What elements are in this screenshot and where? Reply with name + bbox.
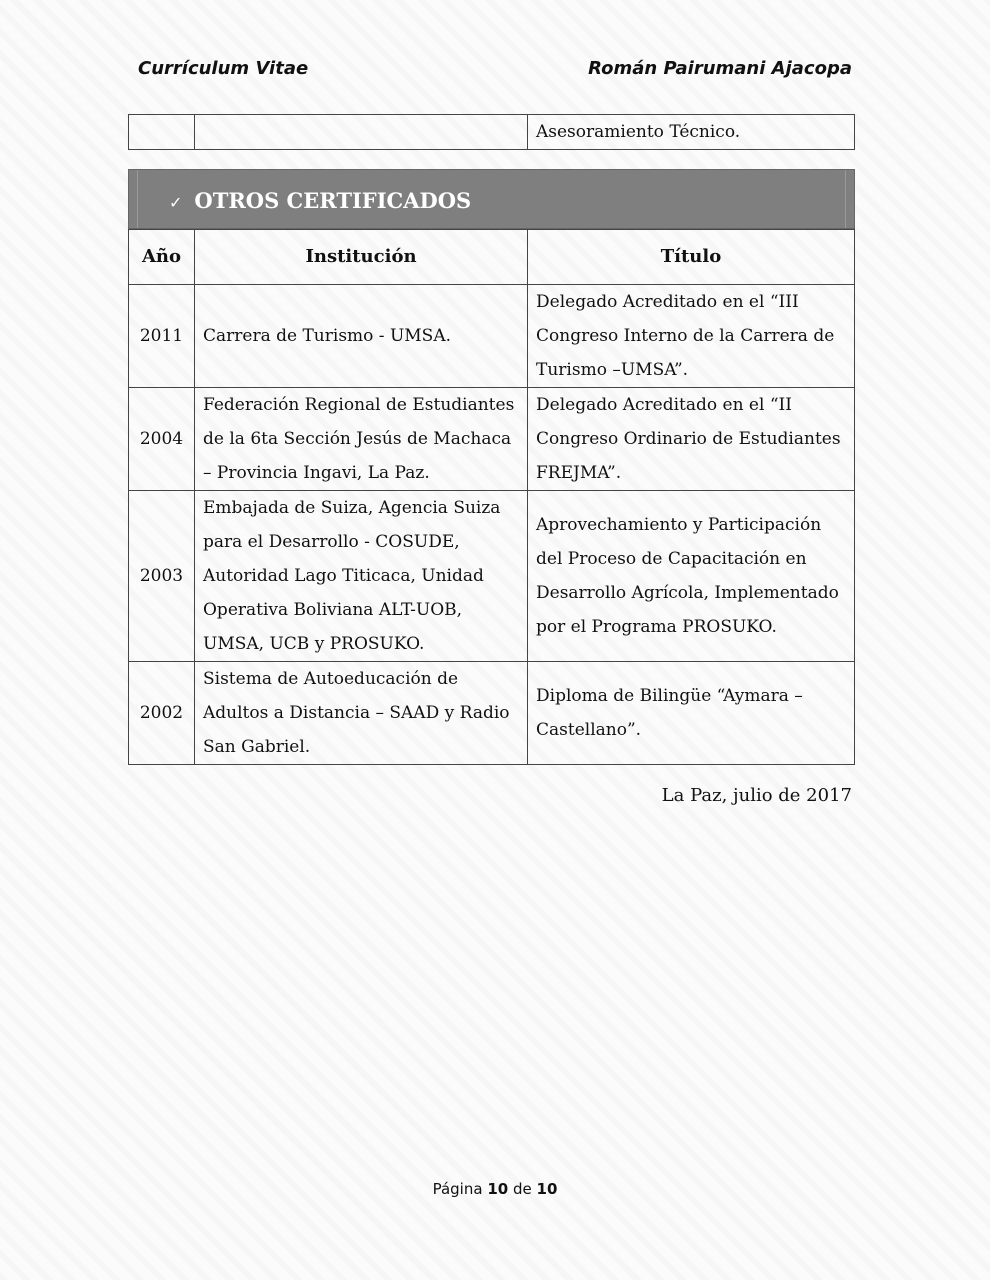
section-title-text: OTROS CERTIFICADOS — [194, 188, 472, 213]
certificates-table — [128, 229, 855, 765]
closing-place-date: La Paz, julio de 2017 — [661, 785, 852, 806]
column-header-title: Título — [528, 230, 855, 285]
institution-cell — [195, 115, 528, 150]
column-header-year: Año — [129, 230, 195, 285]
institution-cell: Federación Regional de Estudiantes de la 6ta Sección Jesús de Machaca – Provincia Ingavi, La Paz. — [195, 388, 528, 491]
year-cell: 2011 — [129, 285, 195, 388]
title-cell: Delegado Acreditado en el “III Congreso Interno de la Carrera de Turismo –UMSA”. — [528, 285, 855, 388]
footer-of-label: de — [512, 1180, 532, 1198]
title-cell: Aprovechamiento y Participación del Proceso de Capacitación en Desarrollo Agrícola, Implementado por el Programa PROSUKO. — [528, 491, 855, 662]
header-document-title: Currículum Vitae — [138, 58, 309, 79]
section-header — [128, 169, 855, 229]
year-cell: 2003 — [129, 491, 195, 662]
title-cell: Diploma de Bilingüe “Aymara – Castellano”. — [528, 662, 855, 765]
footer-current-page: 10 — [487, 1180, 509, 1198]
header-author-name: Román Pairumani Ajacopa — [588, 58, 852, 79]
check-icon: ✓ — [169, 193, 183, 212]
institution-cell: Carrera de Turismo - UMSA. — [195, 285, 528, 388]
continuation-table — [128, 114, 855, 150]
title-cell: Asesoramiento Técnico. — [528, 115, 855, 150]
table-header-row — [129, 230, 855, 285]
table-row — [129, 662, 855, 765]
table-row — [129, 285, 855, 388]
title-cell: Delegado Acreditado en el “II Congreso Ordinario de Estudiantes FREJMA”. — [528, 388, 855, 491]
institution-cell: Sistema de Autoeducación de Adultos a Distancia – SAAD y Radio San Gabriel. — [195, 662, 528, 765]
footer-total-pages: 10 — [536, 1180, 558, 1198]
year-cell: 2004 — [129, 388, 195, 491]
year-cell: 2002 — [129, 662, 195, 765]
institution-cell: Embajada de Suiza, Agencia Suiza para el Desarrollo - COSUDE, Autoridad Lago Titicaca, Unidad Operativa Boliviana ALT-UOB, UMSA, UCB y PROSUKO. — [195, 491, 528, 662]
table-row — [129, 115, 855, 150]
table-row — [129, 388, 855, 491]
section-title — [169, 188, 471, 213]
column-header-institution: Institución — [195, 230, 528, 285]
year-cell — [129, 115, 195, 150]
table-row — [129, 491, 855, 662]
footer-page-label: Página — [432, 1180, 483, 1198]
page-footer — [0, 1180, 990, 1198]
